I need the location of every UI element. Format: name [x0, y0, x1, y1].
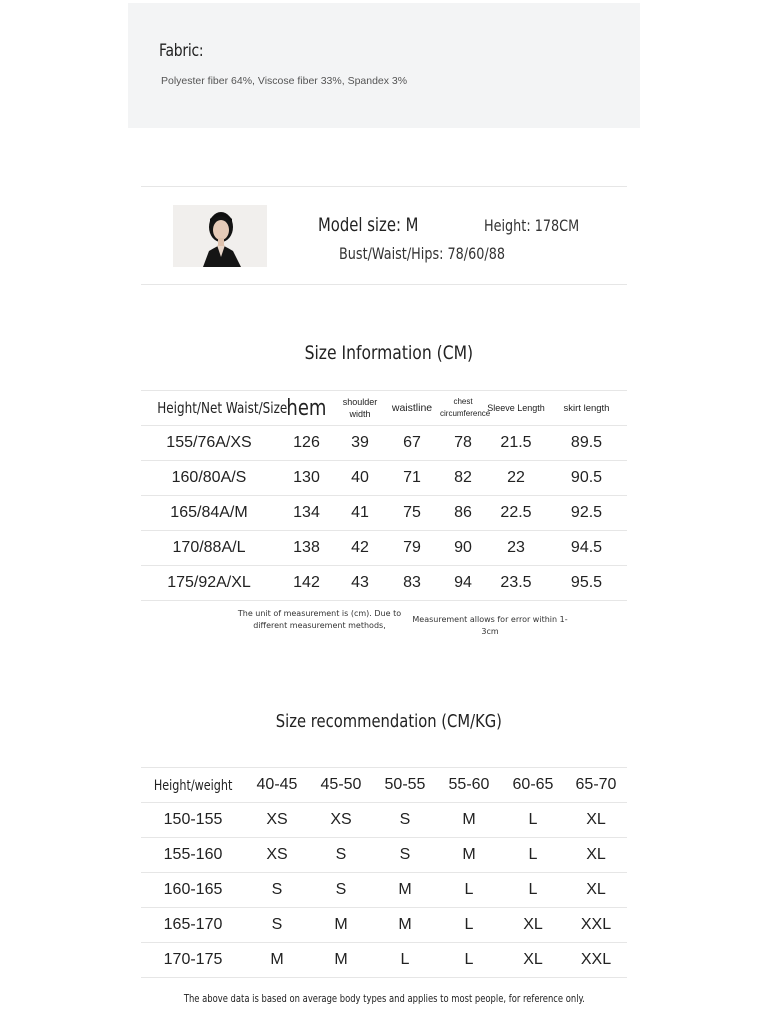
col-header: 65-70 [565, 768, 627, 803]
col-header: Height/Net Waist/Size [141, 391, 277, 426]
table-row [141, 461, 627, 496]
table-cell: L [501, 803, 565, 838]
table-cell: L [437, 943, 501, 978]
table-cell: XL [565, 803, 627, 838]
table-row [141, 943, 627, 978]
table-header-row [141, 391, 627, 426]
table-cell: XL [565, 873, 627, 908]
table-row [141, 426, 627, 461]
table-cell: XS [309, 803, 373, 838]
model-measurements: Bust/Waist/Hips: 78/60/88 [339, 244, 505, 263]
table-cell: 39 [336, 426, 384, 461]
fabric-content: Polyester fiber 64%, Viscose fiber 33%, Spandex 3% [161, 75, 408, 87]
col-header: 40-45 [245, 768, 309, 803]
table-cell: 160-165 [141, 873, 245, 908]
table-row [141, 908, 627, 943]
col-header: 45-50 [309, 768, 373, 803]
divider [141, 284, 627, 285]
table-cell: M [437, 838, 501, 873]
table-cell: 82 [440, 461, 486, 496]
size-info-table [141, 390, 627, 601]
error-note: Measurement allows for error within 1-3cm [412, 615, 568, 636]
table-cell: M [245, 943, 309, 978]
col-header: Height/weight [141, 768, 245, 803]
table-cell: L [501, 838, 565, 873]
table-cell: 150-155 [141, 803, 245, 838]
table-cell: 94 [440, 566, 486, 601]
table-cell: 21.5 [486, 426, 546, 461]
table-row [141, 566, 627, 601]
measurement-note: The unit of measurement is (cm). Due to different measurement methods, [237, 609, 402, 630]
col-header: 50-55 [373, 768, 437, 803]
table-cell: L [373, 943, 437, 978]
table-cell: S [309, 873, 373, 908]
table-cell: 78 [440, 426, 486, 461]
model-photo-illustration [173, 205, 267, 267]
col-header: 55-60 [437, 768, 501, 803]
table-cell: M [373, 908, 437, 943]
table-cell: XL [501, 908, 565, 943]
table-cell: 130 [277, 461, 336, 496]
table-cell: 142 [277, 566, 336, 601]
table-cell: 79 [384, 531, 440, 566]
table-cell: S [245, 908, 309, 943]
table-cell: XS [245, 838, 309, 873]
table-cell: 43 [336, 566, 384, 601]
table-cell: 160/80A/S [141, 461, 277, 496]
table-cell: 94.5 [546, 531, 627, 566]
table-cell: M [373, 873, 437, 908]
table-cell: 83 [384, 566, 440, 601]
table-cell: 170-175 [141, 943, 245, 978]
col-header: shoulder width [336, 391, 384, 426]
table-cell: S [309, 838, 373, 873]
table-cell: 90 [440, 531, 486, 566]
table-cell: 23.5 [486, 566, 546, 601]
table-cell: 155-160 [141, 838, 245, 873]
table-cell: 138 [277, 531, 336, 566]
table-cell: 75 [384, 496, 440, 531]
table-row [141, 838, 627, 873]
table-cell: S [373, 838, 437, 873]
table-cell: L [501, 873, 565, 908]
table-cell: 71 [384, 461, 440, 496]
table-cell: XS [245, 803, 309, 838]
reference-footnote: The above data is based on average body types and applies to most people, for reference only. [183, 993, 585, 1005]
table-cell: 95.5 [546, 566, 627, 601]
divider [141, 186, 627, 187]
table-cell: 134 [277, 496, 336, 531]
table-cell: XXL [565, 943, 627, 978]
col-header: waistline [384, 391, 440, 426]
col-header: skirt length [546, 391, 627, 426]
size-rec-title: Size recommendation (CM/KG) [275, 711, 502, 732]
table-cell: M [437, 803, 501, 838]
table-cell: 86 [440, 496, 486, 531]
table-cell: M [309, 908, 373, 943]
col-header: hem [277, 391, 336, 426]
model-height: Height: 178CM [484, 216, 580, 235]
table-cell: 67 [384, 426, 440, 461]
col-header: 60-65 [501, 768, 565, 803]
table-cell: L [437, 908, 501, 943]
table-cell: M [309, 943, 373, 978]
col-header: Sleeve Length [486, 391, 546, 426]
col-header: chest circumference [440, 391, 486, 426]
table-cell: 22.5 [486, 496, 546, 531]
table-cell: 22 [486, 461, 546, 496]
table-cell: 40 [336, 461, 384, 496]
table-cell: 92.5 [546, 496, 627, 531]
table-cell: L [437, 873, 501, 908]
table-row [141, 531, 627, 566]
fabric-panel [128, 3, 640, 128]
table-cell: 42 [336, 531, 384, 566]
table-cell: 41 [336, 496, 384, 531]
model-size: Model size: M [318, 214, 419, 236]
table-cell: S [245, 873, 309, 908]
table-cell: 89.5 [546, 426, 627, 461]
table-cell: 175/92A/XL [141, 566, 277, 601]
table-cell: XL [565, 838, 627, 873]
table-cell: 126 [277, 426, 336, 461]
size-info-title: Size Information (CM) [304, 342, 474, 364]
size-rec-table [141, 767, 627, 978]
table-header-row [141, 768, 627, 803]
table-cell: 165-170 [141, 908, 245, 943]
fabric-title: Fabric: [159, 41, 204, 61]
model-photo [173, 205, 267, 267]
table-cell: 155/76A/XS [141, 426, 277, 461]
table-cell: 170/88A/L [141, 531, 277, 566]
table-cell: 23 [486, 531, 546, 566]
table-row [141, 873, 627, 908]
table-cell: 90.5 [546, 461, 627, 496]
table-cell: XXL [565, 908, 627, 943]
table-cell: XL [501, 943, 565, 978]
table-cell: 165/84A/M [141, 496, 277, 531]
table-row [141, 803, 627, 838]
table-row [141, 496, 627, 531]
table-cell: S [373, 803, 437, 838]
